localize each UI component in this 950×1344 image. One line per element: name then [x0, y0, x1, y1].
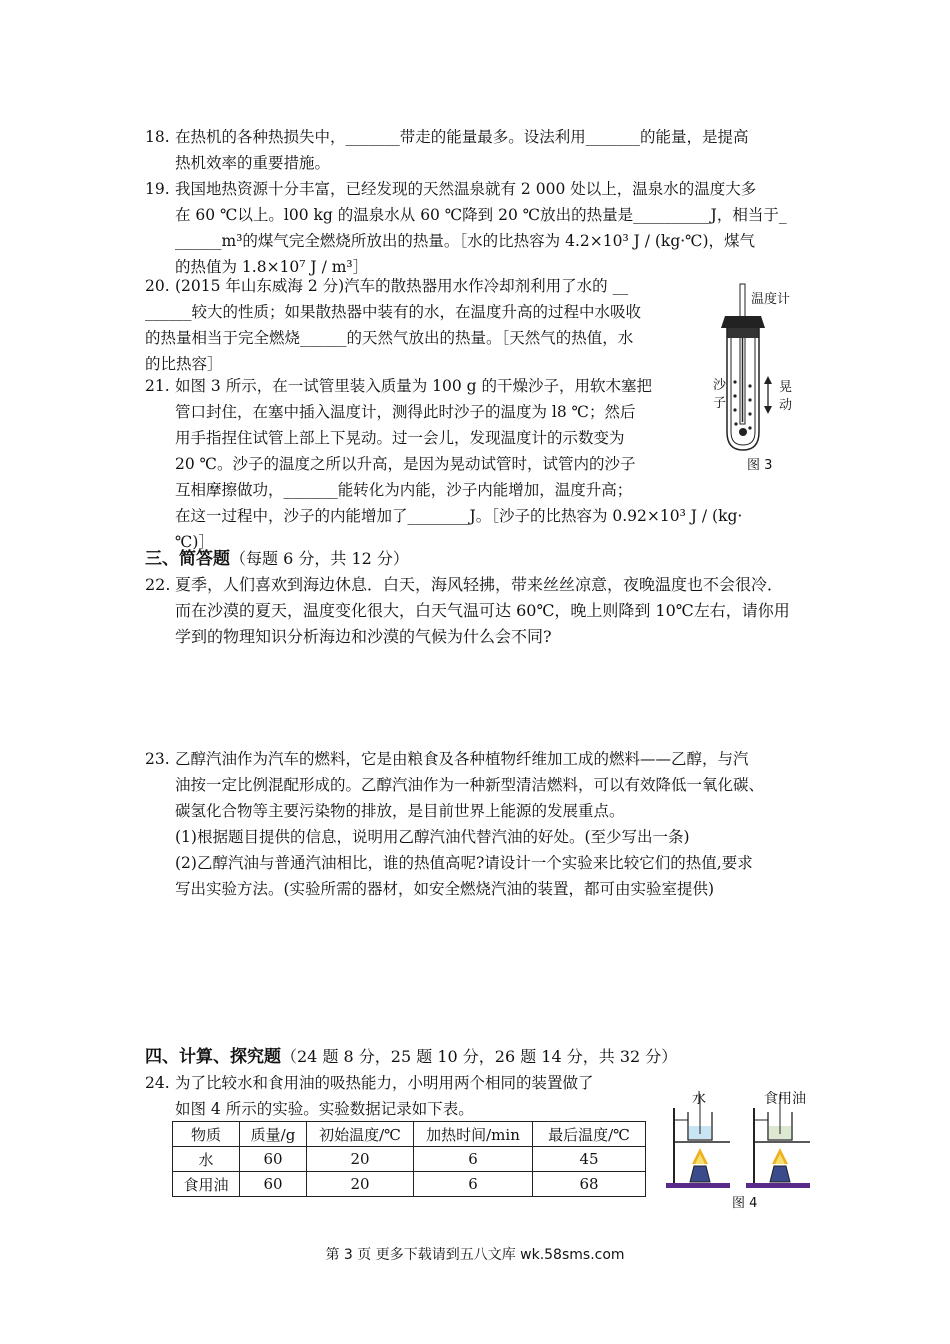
figure-caption: 图 4: [732, 1196, 758, 1211]
figure-4: [660, 1088, 820, 1210]
table-header: 质量/g: [240, 1122, 307, 1147]
question-number: 21.: [145, 377, 170, 395]
figure-3: [705, 282, 815, 472]
question-number: 20.: [145, 277, 170, 295]
water-label: 水: [692, 1091, 706, 1107]
table-cell: 68: [533, 1172, 646, 1197]
table-row: [173, 1147, 646, 1172]
table-cell: 60: [240, 1172, 307, 1197]
table-cell: 水: [173, 1147, 240, 1172]
question-text: 夏季，人们喜欢到海边休息．白天，海风轻拂，带来丝丝凉意，夜晚温度也不会很冷． 而在沙漠的夏天，温度变化很大，白天气温可达 60℃，晚上则降到 10℃左右，请你用 学到的物理知识分析海边和沙漠的气候为什么会不同?: [175, 575, 790, 646]
table-header-row: [173, 1122, 646, 1147]
table-header: 物质: [173, 1122, 240, 1147]
question-number: 24.: [145, 1074, 170, 1092]
table-cell: 6: [414, 1147, 533, 1172]
shake-label-1: 晃: [779, 380, 793, 395]
page-footer: 第 3 页 更多下载请到五八文库 wk.58sms.com: [325, 1247, 625, 1263]
question-number: 22.: [145, 575, 171, 594]
table-header: 初始温度/℃: [307, 1122, 414, 1147]
table-cell: 20: [307, 1172, 414, 1197]
question-text: 为了比较水和食用油的吸热能力，小明用两个相同的装置做了 如图 4 所示的实验。实验数据记录如下表。: [175, 1074, 594, 1118]
question-text: 我国地热资源十分丰富，已经发现的天然温泉就有 2 000 处以上，温泉水的温度大多 在 60 ℃以上。l00 kg 的温泉水从 60 ℃降到 20 ℃放出的热量是__________J，相当于_ ______m³的煤气完全燃烧所放出的热量。［水的比热容为 4.2×10³ J / (kg·℃)，煤气 的热值为 1.8×10⁷ J / m³］: [175, 180, 787, 276]
table-cell: 60: [240, 1147, 307, 1172]
question-text: 乙醇汽油作为汽车的燃料，它是由粮食及各种植物纤维加工成的燃料——乙醇，与汽 油按一定比例混配形成的。乙醇汽油作为一种新型清洁燃料，可以有效降低一氧化碳、 碳氢化合物等主要污染物的排放，是目前世界上能源的发展重点。 (1)根据题目提供的信息，说明用乙醇汽油代替汽油的好处。(至少写出一条) (2)乙醇汽油与普通汽油相比，谁的热值高呢?请设计一个实验来比较它们的热值,要求 写出实验方法。(实验所需的器材，如安全燃烧汽油的装置，都可由实验室提供): [175, 750, 765, 898]
question-text: 在热机的各种热损失中，_______带走的能量最多。设法利用_______的能量，是提高 热机效率的重要措施。: [175, 128, 749, 172]
table-row: [173, 1172, 646, 1197]
table-cell: 45: [533, 1147, 646, 1172]
data-table: [172, 1121, 646, 1197]
question-text: (2015 年山东威海 2 分)汽车的散热器用水作冷却剂利用了水的 __ ______较大的性质；如果散热器中装有的水，在温度升高的过程中水吸收 的热量相当于完全燃烧______的天然气放出的热量。［天然气的热值，水 的比热容］: [145, 277, 642, 373]
question-number: 23.: [145, 750, 170, 768]
shake-label-2: 动: [779, 398, 793, 413]
table-cell: 食用油: [173, 1172, 240, 1197]
table-cell: 6: [414, 1172, 533, 1197]
question-number: 19.: [145, 180, 170, 198]
figure-caption: 图 3: [747, 458, 773, 473]
question-text: 如图 3 所示，在一试管里装入质量为 100 g 的干燥沙子，用软木塞把 管口封住，在塞中插入温度计，测得此时沙子的温度为 l8 ℃；然后 用手指捏住试管上部上下晃动。过一会儿，发现温度计的示数变为 20 ℃。沙子的温度之所以升高，是因为晃动试管时，试管内的沙子 互相摩擦做功，_______能转化为内能，沙子内能增加，温度升高； 在这一过程中，沙子的内能增加了________J。［沙子的比热容为 0.92×10³ J / (kg· ℃)］: [175, 377, 743, 551]
sand-label-2: 子: [713, 396, 727, 411]
question-number: 18.: [145, 128, 170, 146]
thermometer-label: 温度计: [751, 292, 791, 307]
oil-label: 食用油: [764, 1091, 806, 1107]
section-heading: 四、计算、探究题（24 题 8 分，25 题 10 分，26 题 14 分，共 32 分）: [145, 1047, 678, 1067]
section-heading: 三、简答题（每题 6 分，共 12 分）: [145, 549, 409, 569]
table-header: 最后温度/℃: [533, 1122, 646, 1147]
table-header: 加热时间/min: [414, 1122, 533, 1147]
table-cell: 20: [307, 1147, 414, 1172]
sand-label-1: 沙: [713, 378, 727, 393]
